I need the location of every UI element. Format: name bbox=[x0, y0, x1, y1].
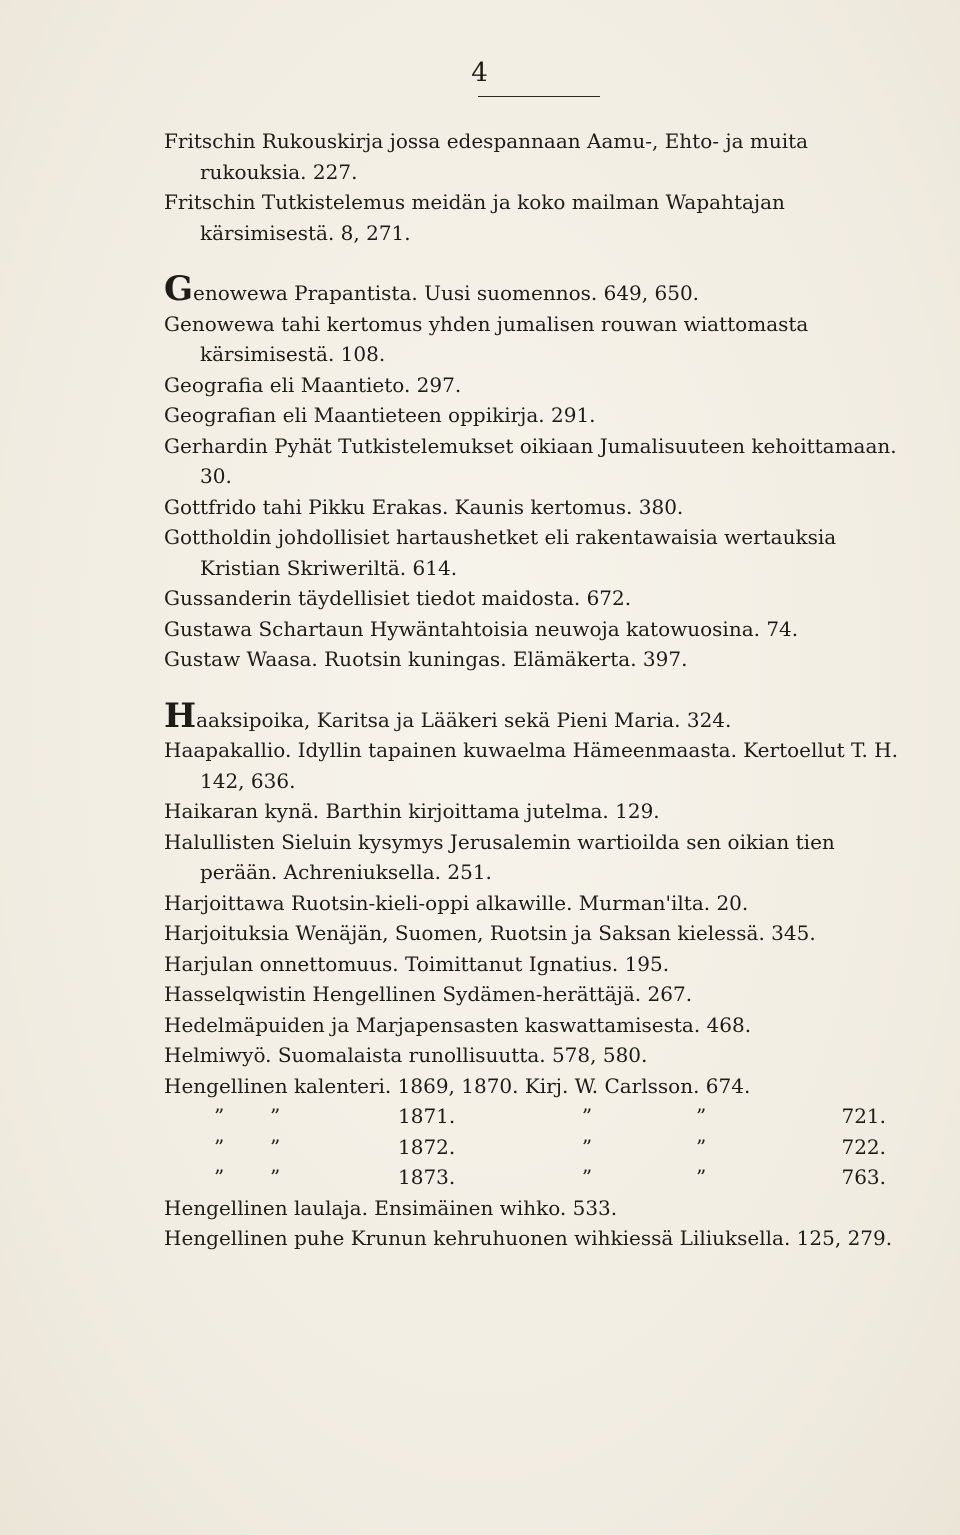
ditto-mark: ” bbox=[270, 1134, 281, 1159]
index-entry: Geografian eli Maantieteen oppikirja. 291. bbox=[164, 403, 596, 427]
ditto-mark: ” bbox=[270, 1104, 281, 1128]
ditto-mark: ” bbox=[270, 1165, 281, 1189]
index-entry: Hengellinen puhe Krunun kehruhuonen wihkiessä Liliuksella. 125, 279. bbox=[164, 1226, 893, 1250]
ditto-number: 763. bbox=[841, 1165, 886, 1189]
index-entry: Halullisten Sieluin kysymys Jerusalemin wartioilda sen oikian tien perään. Achreniuksella. 251. bbox=[164, 829, 835, 884]
ditto-number: 722. bbox=[841, 1134, 886, 1159]
index-entry: Fritschin Tutkistelemus meidän ja koko mailman Wapahtajan kärsimisestä. 8, 271. bbox=[164, 190, 785, 245]
ditto-year: 1871. bbox=[398, 1104, 456, 1128]
ditto-mark: ” bbox=[581, 1165, 593, 1189]
index-entry bbox=[164, 695, 904, 736]
ditto-mark: ” bbox=[214, 1104, 225, 1128]
ditto-mark: ” bbox=[581, 1104, 593, 1128]
index-entry-text: enowewa Prapantista. Uusi suomennos. 649, 650. bbox=[193, 281, 700, 305]
ditto-number: 721. bbox=[841, 1104, 886, 1128]
index-entry: Hedelmäpuiden ja Marjapensasten kaswattamisesta. 468. bbox=[164, 1012, 752, 1037]
index-entry: Hengellinen kalenteri. 1869, 1870. Kirj. W. Carlsson. 674. bbox=[164, 1073, 751, 1098]
index-entry: Fritschin Rukouskirja jossa edespannaan Aamu-, Ehto- ja muita rukouksia. 227. bbox=[164, 129, 809, 184]
page-number: 4 bbox=[471, 58, 489, 88]
index-entry: Gottholdin johdollisiet hartaushetket eli rakentawaisia wertauksia Kristian Skriweriltä. 614. bbox=[164, 525, 837, 580]
ditto-row bbox=[164, 1162, 904, 1193]
index-entry: Gussanderin täydellisiet tiedot maidosta. 672. bbox=[164, 586, 632, 610]
ditto-mark: ” bbox=[214, 1165, 225, 1189]
index-entry: Haikaran kynä. Barthin kirjoittama jutelma. 129. bbox=[164, 799, 660, 823]
index-entry: Gottfrido tahi Pikku Erakas. Kaunis kertomus. 380. bbox=[164, 494, 684, 519]
index-entry: Gerhardin Pyhät Tutkistelemukset oikiaan Jumalisuuteen kehoittamaan. 30. bbox=[164, 433, 897, 488]
ditto-mark: ” bbox=[696, 1104, 707, 1128]
index-entry: Harjulan onnettomuus. Toimittanut Ignatius. 195. bbox=[164, 951, 670, 976]
ditto-mark: ” bbox=[214, 1134, 225, 1159]
ditto-year: 1873. bbox=[398, 1165, 456, 1189]
index-entry: Geografia eli Maantieto. 297. bbox=[164, 372, 462, 397]
index-entry: Helmiwyö. Suomalaista runollisuutta. 578, 580. bbox=[164, 1043, 648, 1067]
ditto-mark: ” bbox=[696, 1134, 707, 1159]
header-rule bbox=[478, 96, 600, 97]
index-entries bbox=[164, 126, 904, 1254]
index-entry: Haapakallio. Idyllin tapainen kuwaelma Hämeenmaasta. Kertoellut T. H. 142, 636. bbox=[164, 738, 898, 793]
index-entry: Harjoittawa Ruotsin-kieli-oppi alkawille. Murman'ilta. 20. bbox=[164, 890, 749, 915]
index-entry: Harjoituksia Wenäjän, Suomen, Ruotsin ja Saksan kielessä. 345. bbox=[164, 921, 816, 945]
index-entry: Genowewa tahi kertomus yhden jumalisen rouwan wiattomasta kärsimisestä. 108. bbox=[164, 311, 809, 366]
index-entry: Hengellinen laulaja. Ensimäinen wihko. 533. bbox=[164, 1195, 618, 1220]
index-entry: Hasselqwistin Hengellinen Sydämen-herättäjä. 267. bbox=[164, 982, 693, 1006]
index-entry-text: aaksipoika, Karitsa ja Lääkeri sekä Pieni Maria. 324. bbox=[196, 707, 732, 732]
ditto-year: 1872. bbox=[398, 1134, 456, 1159]
ditto-row bbox=[164, 1101, 904, 1132]
index-entry bbox=[164, 269, 904, 309]
initial-letter: H bbox=[164, 695, 197, 736]
initial-letter: G bbox=[164, 269, 194, 309]
index-entry: Gustaw Waasa. Ruotsin kuningas. Elämäkerta. 397. bbox=[164, 647, 688, 671]
ditto-row bbox=[164, 1132, 904, 1163]
ditto-mark: ” bbox=[696, 1165, 707, 1189]
index-entry: Gustawa Schartaun Hywäntahtoisia neuwoja katowuosina. 74. bbox=[164, 616, 799, 641]
ditto-mark: ” bbox=[581, 1134, 593, 1159]
